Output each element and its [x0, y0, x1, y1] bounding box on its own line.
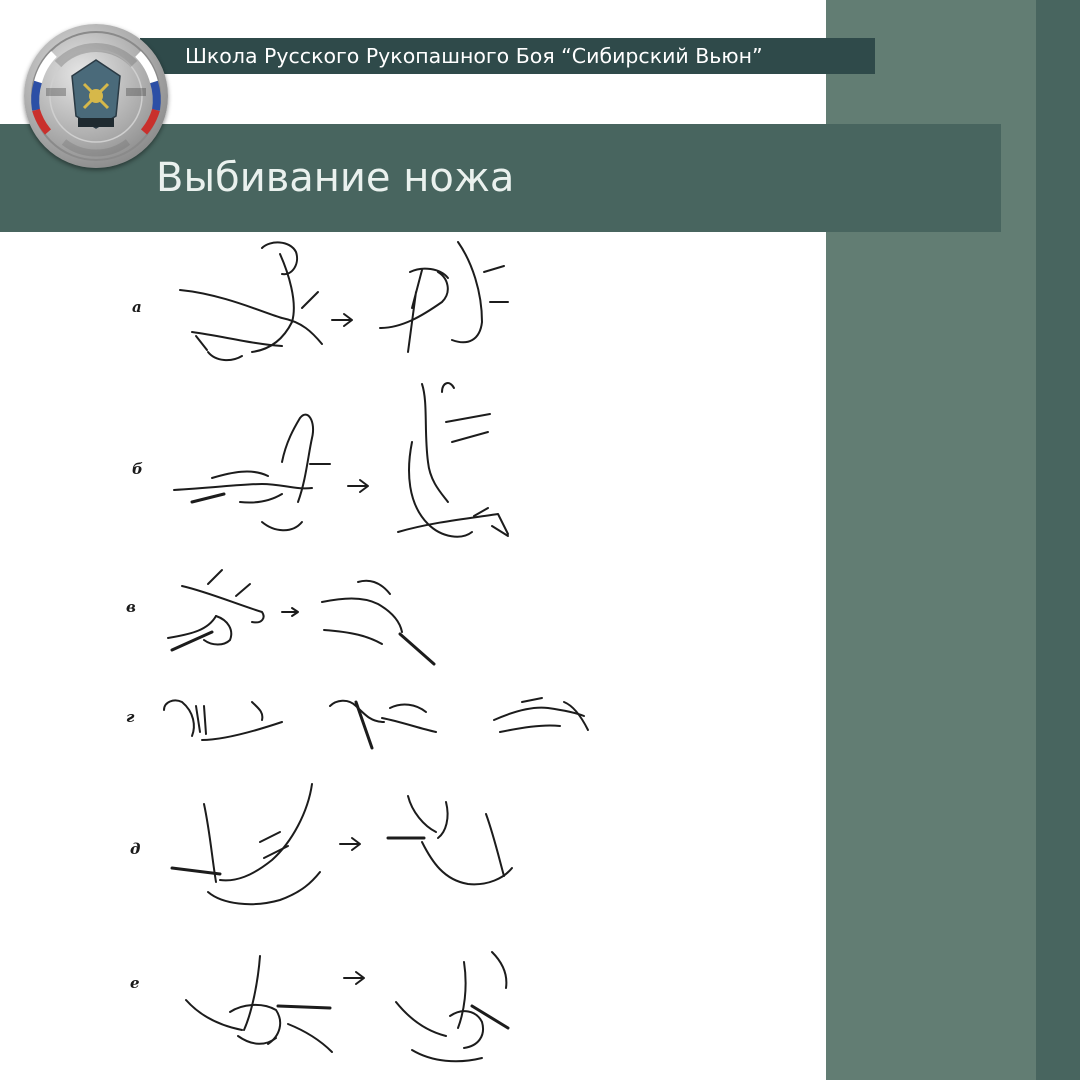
emblem-icon: [24, 24, 168, 168]
arrow-icon: [344, 972, 364, 984]
figure-d-step1: [172, 784, 320, 904]
knife-disarm-illustrations: [112, 232, 826, 1080]
school-logo: [24, 24, 168, 168]
row-label-v: в: [126, 598, 136, 616]
figure-g-step3: [494, 698, 588, 732]
school-name: Школа Русского Рукопашного Боя “Сибирский Вьюн”: [185, 44, 763, 68]
figure-a-step1: [180, 242, 322, 360]
row-label-d: д: [130, 840, 141, 858]
figure-a-step2: [380, 242, 508, 352]
school-name-bar: [140, 38, 875, 74]
page-title: Выбивание ножа: [156, 155, 515, 201]
row-label-g: г: [126, 708, 135, 726]
figure-e-step1: [186, 956, 332, 1052]
arrow-icon: [348, 480, 368, 492]
row-label-e: е: [130, 974, 140, 992]
arrow-icon: [282, 608, 298, 616]
sketch-figures: [112, 232, 826, 1080]
figure-b-step1: [174, 415, 330, 531]
figure-g-step1: [164, 700, 282, 740]
figure-g-step2: [330, 701, 436, 748]
row-label-a: а: [132, 298, 142, 316]
figure-d-step2: [388, 796, 512, 884]
figure-b-step2: [398, 383, 508, 537]
arrow-icon: [340, 838, 360, 850]
arrow-icon: [332, 314, 352, 326]
figure-v-step1: [168, 570, 264, 650]
row-label-b: б: [132, 460, 143, 478]
side-panel-dark: [1036, 0, 1080, 1080]
figure-v-step2: [322, 581, 434, 664]
figure-e-step2: [396, 952, 508, 1061]
